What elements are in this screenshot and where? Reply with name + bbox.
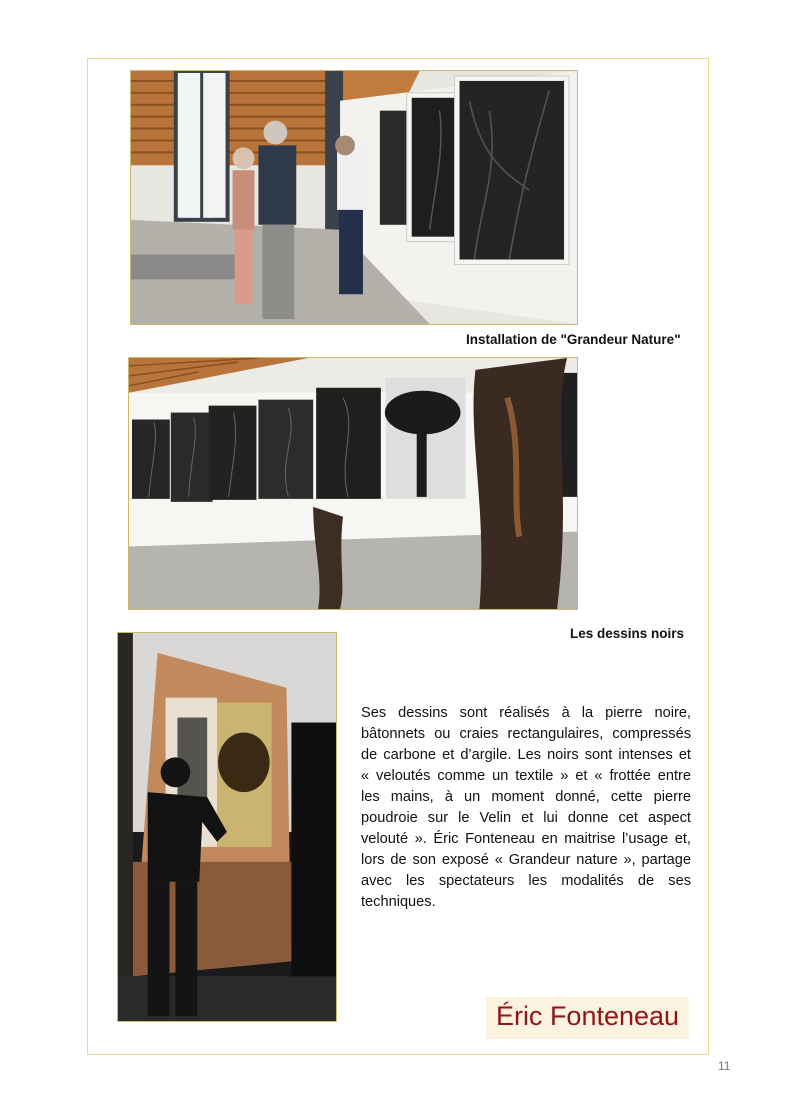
- body-line: lors de son exposé « Grandeur nature », partage: [361, 852, 691, 868]
- body-line: avec les spectateurs les modalités de ses: [361, 873, 691, 889]
- installation-photo: [130, 70, 578, 325]
- body-line: techniques.: [361, 894, 436, 910]
- body-line: les mains, à un moment donné, cette pierre: [361, 789, 691, 805]
- body-line: Ses dessins sont réalisés à la pierre noire,: [361, 705, 691, 721]
- page-number: 11: [718, 1059, 731, 1073]
- drawings-photo: [128, 357, 578, 610]
- artist-name-box: [486, 997, 689, 1039]
- body-line: velouté ». Éric Fonteneau en maitrise l’usage et,: [361, 831, 691, 847]
- body-line: de carbone et d’argile. Les noirs sont intenses et: [361, 747, 691, 763]
- artist-name: Éric Fonteneau: [495, 1001, 680, 1031]
- body-line: « veloutés comme un textile » et « frottée entre: [361, 768, 691, 784]
- installation-caption: Installation de "Grandeur Nature": [466, 332, 681, 347]
- body-text: [361, 703, 691, 913]
- drawings-caption: Les dessins noirs: [570, 626, 685, 641]
- body-line: poudroie sur le Velin et lui donne cet aspect: [361, 810, 691, 826]
- body-line: bâtonnets ou craies rectangulaires, compressés: [361, 726, 691, 742]
- presentation-photo: [117, 632, 337, 1022]
